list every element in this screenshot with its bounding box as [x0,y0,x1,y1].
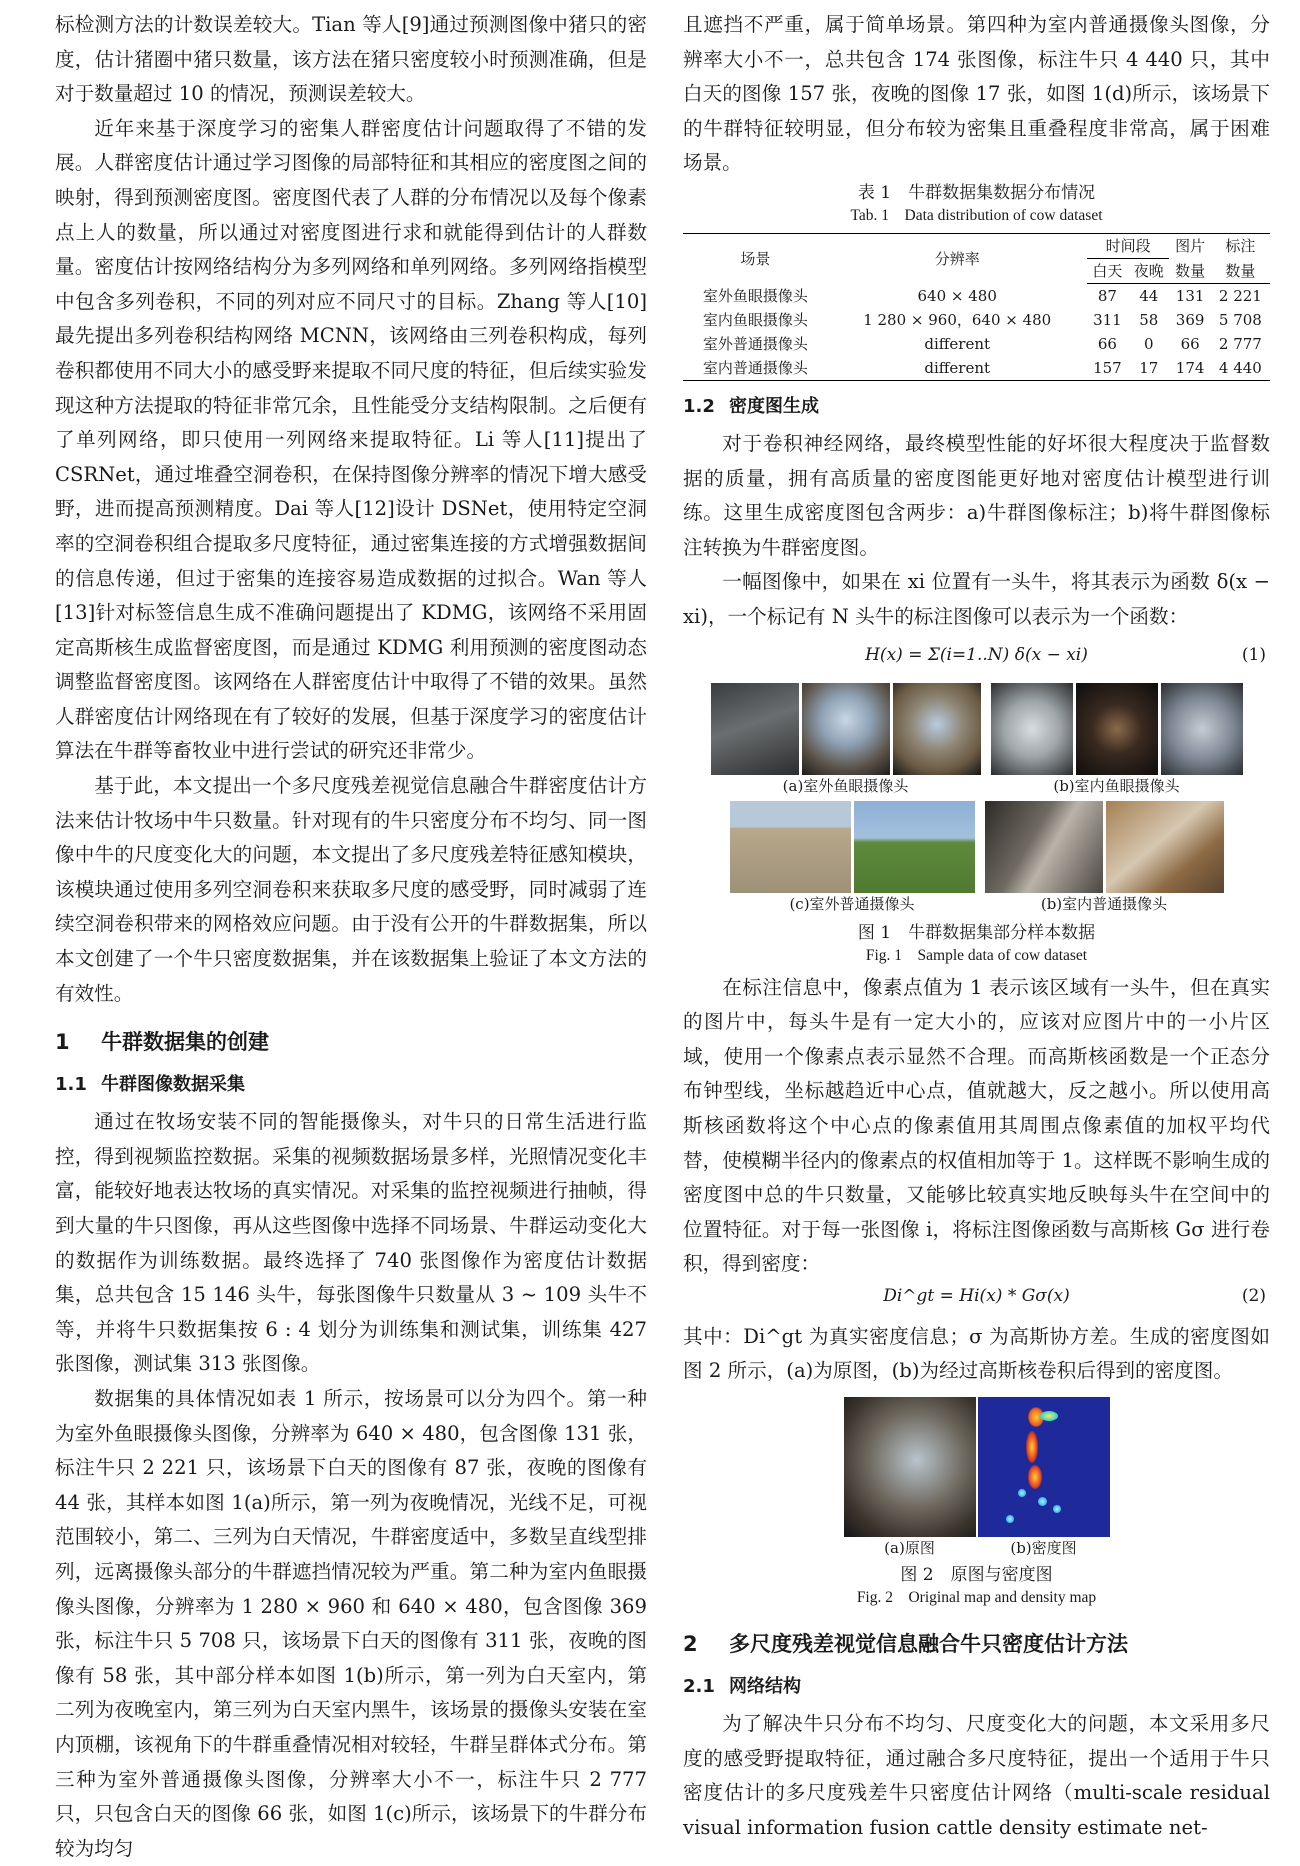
paragraph: 近年来基于深度学习的密集人群密度估计问题取得了不错的发展。人群密度估计通过学习图像的局部特征和其相应的密度图之间的映射，得到预测密度图。密度图代表了人群的分布情况以及每个像素点上人的数量，所以通过对密度图进行求和就能得到估计的人群数量。密度估计按网络结构分为多列网络和单列网络。多列网络指模型中包含多列卷积，不同的列对应不同尺寸的目标。Zhang 等人[10]最先提出多列卷积结构网络 MCNN，该网络由三列卷积构成，每列卷积都使用不同大小的感受野来提取不同尺度的特征，但后续实验发现这种方法提取的特征非常冗余，且性能受分支结构限制。之后便有了单列网络，即只使用一列网络来提取特征。Li 等人[11]提出了 CSRNet，通过堆叠空洞卷积，在保持图像分辨率的情况下增大感受野，进而提高预测精度。Dai 等人[12]设计 DSNet，使用特定空洞率的空洞卷积组合提取多尺度特征，通过密集连接的方式增强数据间的信息传递，但过于密集的连接容易造成数据的过拟合。Wan 等人[13]针对标签信息生成不准确问题提出了 KDMG，该网络不采用固定高斯核生成监督密度图，而是通过 KDMG 利用预测的密度图动态调整监督密度图。该网络在人群密度估计中取得了不错的效果。虽然人群密度估计网络现在有了较好的发展，但基于深度学习的密度估计算法在牛群等畜牧业中进行尝试的研究还非常少。 [55,116,647,763]
sample-image [1161,683,1243,775]
table-1 [683,181,1270,381]
cell-images: 131 [1175,286,1205,305]
subsection-number: 1.1 [55,1074,87,1096]
cell-resolution: different [828,356,1087,381]
cell-day: 87 [1097,286,1117,305]
panel-caption: (c)室外普通摄像头 [789,894,915,913]
panel-caption: (a)室外鱼眼摄像头 [782,776,909,795]
density-map-image [978,1397,1110,1537]
figure-1 [683,683,1270,967]
table-row [683,356,1270,381]
paragraph: 通过在牧场安装不同的智能摄像头，对牛只的日常生活进行监控，得到视频监控数据。采集的视频数据场景多样，光照情况变化丰富，能较好地表达牧场的真实情况。对采集的监控视频进行抽帧，得到大量的牛只图像，再从这些图像中选择不同场景、牛群运动变化大的数据作为训练数据。最终选择了 740 张图像作为密度估计数据集，总共包含 15 146 头牛，每张图像牛只数量从 3 ~ 109 头牛不等，并将牛只数据集按 6 : 4 划分为训练集和测试集，训练集 427 张图像，测试集 313 张图像。 [55,1110,647,1376]
cell-images: 174 [1169,356,1210,381]
sample-image [1106,801,1224,893]
figure-panel [711,683,981,797]
figure-caption-en: Fig. 1 Sample data of cow dataset [865,946,1088,964]
figure-caption-cn: 图 2 原图与密度图 [900,1565,1053,1586]
table-row [683,332,1270,356]
density-blob [1038,1497,1047,1506]
panel-caption: (b)室内普通摄像头 [1040,894,1168,913]
sample-image [802,683,890,775]
cell-night: 17 [1128,356,1169,381]
header-scene: 场景 [683,233,828,283]
sample-image [730,801,851,893]
sample-image [893,683,981,775]
density-blob [1040,1411,1058,1421]
figure-caption-en: Fig. 2 Original map and density map [856,1589,1097,1607]
cell-resolution: different [924,334,991,353]
left-column [55,8,647,1866]
density-blob [1006,1515,1014,1523]
sample-image [985,801,1103,893]
section-heading [55,1025,647,1059]
equation-1 [683,635,1270,679]
cell-day: 66 [1097,334,1117,353]
paragraph: 对于卷积神经网络，最终模型性能的好坏很大程度决于监督数据的质量，拥有高质量的密度图能更好地对密度估计模型进行训练。这里生成密度图包含两步：a)牛群图像标注；b)将牛群图像标注转换为牛群密度图。 [683,431,1270,559]
panel-caption: (b)室内鱼眼摄像头 [1053,776,1180,795]
subsection-number: 2.1 [683,1676,715,1698]
cell-images: 66 [1180,334,1200,353]
header-resolution: 分辨率 [828,233,1087,283]
paragraph: 数据集的具体情况如表 1 所示，按场景可以分为四个。第一种为室外鱼眼摄像头图像，分辨率为 640 × 480，包含图像 131 张，标注牛只 2 221 只，该场景下白天的图像有 87 张，夜晚的图像有 44 张，其样本如图 1(a)所示，第一列为夜晚情况，光线不足，可视范围较小，第二、三列为白天情况，牛群密度适中，多数呈直线型排列，远离摄像头部分的牛群遮挡情况较为严重。第二种为室内鱼眼摄像头图像，分辨率为 1 280 × 960 和 640 × 480，包含图像 369 张，标注牛只 5 708 只，该场景下白天的图像有 311 张，夜晚的图像有 58 张，其中部分样本如图 1(b)所示，第一列为白天室内，第二列为夜晚室内，第三列为白天室内黑牛，该场景的摄像头安装在室内顶棚，该视角下的牛群重叠情况相对较轻，牛群呈群体式分布。第三种为室外普通摄像头图像，分辨率大小不一，标注牛只 2 777 只，只包含白天的图像 66 张，如图 1(c)所示，该场景下的牛群分布较为均匀 [55,1386,647,1860]
header-images-1: 图片 [1169,233,1210,258]
cell-resolution: 1 280 × 960，640 × 480 [863,310,1052,329]
header-annotations-1: 标注 [1211,233,1270,258]
equation-number: (1) [1241,644,1266,665]
density-blob [1018,1489,1026,1497]
cell-annotations: 5 708 [1218,310,1262,329]
paragraph: 基于此，本文提出一个多尺度残差视觉信息融合牛群密度估计方法来估计牧场中牛只数量。针对现有的牛只密度分布不均匀、同一图像中牛的尺度变化大的问题，本文提出了多尺度残差特征感知模块，该模块通过使用多列空洞卷积来获取多尺度的感受野，同时减弱了连续空洞卷积带来的网格效应问题。由于没有公开的牛群数据集，所以本文创建了一个牛只密度数据集，并在该数据集上验证了本文方法的有效性。 [55,774,647,1005]
cell-scene: 室外鱼眼摄像头 [702,286,808,305]
subsection-heading [683,391,1270,423]
panel-caption: (b)密度图 [1010,1539,1077,1558]
cell-annotations: 2 221 [1218,286,1262,305]
header-period: 时间段 [1087,233,1170,258]
subsection-title: 网络结构 [729,1676,801,1698]
equation-number: (2) [1241,1285,1266,1306]
figure-panel [730,801,975,915]
subsection-heading [55,1069,647,1101]
subsection-heading [683,1671,1270,1703]
cell-night: 44 [1139,286,1159,305]
equation-2 [683,1282,1270,1320]
cell-images: 369 [1175,310,1205,329]
section-heading [683,1627,1270,1661]
cell-resolution: 640 × 480 [917,286,997,305]
density-blob [1028,1465,1042,1489]
table-caption-cn: 表 1 牛群数据集数据分布情况 [857,182,1096,203]
cell-night: 0 [1143,334,1154,353]
section-number: 2 [683,1632,698,1657]
paragraph: 一幅图像中，如果在 xi 位置有一头牛，将其表示为函数 δ(x − xi)，一个标记有 N 头牛的标注图像可以表示为一个函数： [683,570,1270,628]
figure-panel [991,683,1243,797]
paragraph: 标检测方法的计数误差较大。Tian 等人[9]通过预测图像中猪只的密度，估计猪圈中猪只数量，该方法在猪只密度较小时预测准确，但是对于数量超过 10 的情况，预测误差较大。 [55,13,647,106]
header-day: 白天 [1087,258,1128,283]
cell-day: 157 [1087,356,1128,381]
header-night: 夜晚 [1128,258,1169,283]
cell-day: 311 [1093,310,1122,329]
right-column [683,8,1270,1845]
figure-caption-cn: 图 1 牛群数据集部分样本数据 [857,922,1096,943]
figure-2 [683,1397,1270,1609]
subsection-title: 密度图生成 [729,395,819,417]
cell-annotations: 4 440 [1211,356,1270,381]
section-number: 1 [55,1030,70,1055]
table-row [683,308,1270,332]
density-blob [1026,1431,1038,1463]
cell-scene: 室外普通摄像头 [702,334,808,353]
figure-panel [844,1397,976,1559]
paragraph: 为了解决牛只分布不均匀、尺度变化大的问题，本文采用多尺度的感受野提取特征，通过融合多尺度特征，提出一个适用于牛只密度估计的多尺度残差牛只密度估计网络（multi-scale residual visual information fusion cattle density estimate net- [683,1712,1270,1839]
paragraph: 其中：Di^gt 为真实密度信息；σ 为高斯协方差。生成的密度图如图 2 所示，(a)为原图，(b)为经过高斯核卷积后得到的密度图。 [683,1324,1270,1383]
cell-scene: 室内鱼眼摄像头 [702,310,808,329]
header-images-2: 数量 [1169,258,1210,283]
equation-body: H(x) = Σ(i=1..N) δ(x − xi) [865,644,1088,665]
table-row [683,283,1270,308]
figure-panel [978,1397,1110,1559]
figure-panel [985,801,1224,915]
table-caption-en: Tab. 1 Data distribution of cow dataset [850,206,1103,224]
section-title: 多尺度残差视觉信息融合牛只密度估计方法 [729,1632,1128,1657]
cell-annotations: 2 777 [1218,334,1262,353]
paragraph: 在标注信息中，像素点值为 1 表示该区域有一头牛，但在真实的图片中，每头牛是有一定大小的，应该对应图片中的一小片区域，使用一个像素点表示显然不合理。而高斯核函数是一个正态分布钟型线，坐标越趋近中心点，值就越大，反之越小。所以使用高斯核函数将这个中心点的像素值用其周围点像素值的加权平均代替，使模糊半径内的像素点的权值相加等于 1。这样既不影响生成的密度图中总的牛只数量，又能够比较真实地反映每头牛在空间中的位置特征。对于每一张图像 i，将标注图像函数与高斯核 Gσ 进行卷积，得到密度： [683,975,1270,1276]
cell-scene: 室内普通摄像头 [683,356,828,381]
cell-night: 58 [1139,310,1159,329]
sample-image [854,801,975,893]
subsection-number: 1.2 [683,395,715,417]
paragraph: 且遮挡不严重，属于简单场景。第四种为室内普通摄像头图像，分辨率大小不一，总共包含 174 张图像，标注牛只 4 440 只，其中白天的图像 157 张，夜晚的图像 17 张，如图 1(d)所示，该场景下的牛群特征较明显，但分布较为密集且重叠程度非常高，属于困难场景。 [683,13,1270,175]
data-table [683,233,1270,381]
sample-image [1076,683,1158,775]
section-title: 牛群数据集的创建 [101,1030,269,1055]
sample-image [711,683,799,775]
subsection-title: 牛群图像数据采集 [101,1074,245,1096]
header-annotations-2: 数量 [1211,258,1270,283]
equation-body: Di^gt = Hi(x) * Gσ(x) [883,1285,1070,1306]
panel-caption: (a)原图 [884,1539,935,1558]
sample-image [991,683,1073,775]
original-image [844,1397,976,1537]
density-blob [1053,1505,1061,1513]
